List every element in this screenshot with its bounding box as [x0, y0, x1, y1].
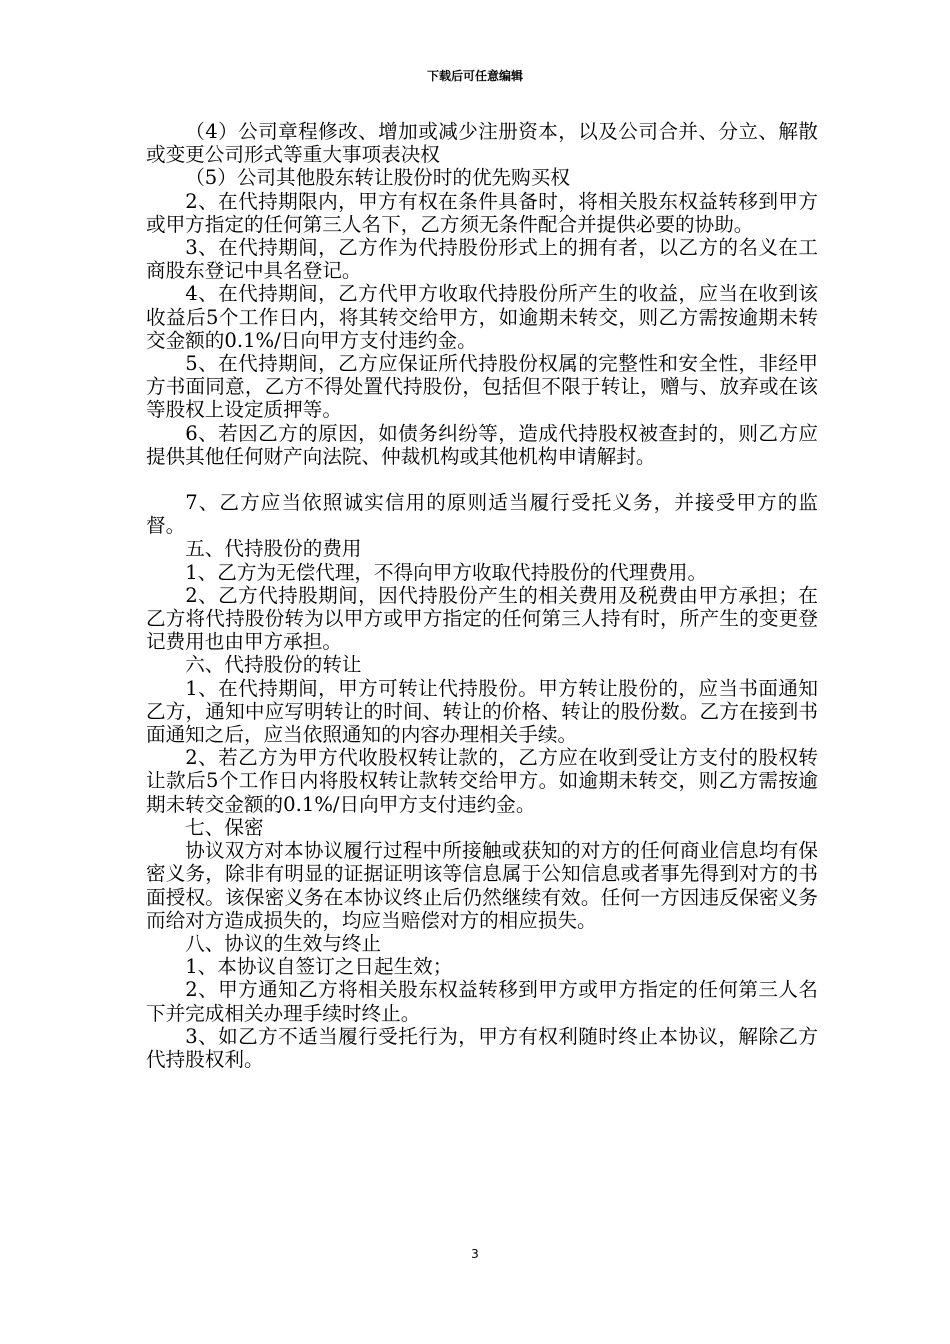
- paragraph-5-preemptive-right: （5）公司其他股东转让股份时的优先购买权: [185, 166, 570, 190]
- paragraph-fees-1: 1、乙方为无偿代理，不得向甲方收取代持股份的代理费用。: [185, 560, 708, 584]
- document-body: [146, 120, 818, 1071]
- paragraph-effect-1: 1、本协议自签订之日起生效；: [185, 955, 453, 979]
- paragraph-effect-3: 3、如乙方不适当履行受托行为，甲方有权利随时终止本协议，解除乙方代持股权利。: [146, 1024, 818, 1071]
- section-heading-effect-termination: 八、协议的生效与终止: [185, 931, 382, 955]
- paragraph-transfer-1: 1、在代持期间，甲方可转让代持股份。甲方转让股份的，应当书面通知乙方，通知中应写明转让的时间、转让的价格、转让的股份数。乙方在接到书面通知之后，应当依照通知的内容办理相关手续。: [146, 676, 818, 747]
- paragraph-4-voting-rights: （4）公司章程修改、增加或减少注册资本，以及公司合并、分立、解散或变更公司形式等重大事项表决权: [146, 120, 818, 167]
- paragraph-clause-2: 2、在代持期限内，甲方有权在条件具备时，将相关股东权益转移到甲方或甲方指定的任何第三人名下，乙方须无条件配合并提供必要的协助。: [146, 189, 818, 236]
- page-header: 下载后可任意编辑: [426, 69, 523, 83]
- paragraph-clause-3: 3、在代持期间，乙方作为代持股份形式上的拥有者，以乙方的名义在工商股东登记中具名登记。: [146, 236, 818, 283]
- page-number: 3: [471, 1247, 479, 1261]
- paragraph-clause-6: 6、若因乙方的原因，如债务纠纷等，造成代持股权被查封的，则乙方应提供其他任何财产向法院、仲裁机构或其他机构申请解封。: [146, 421, 818, 468]
- section-heading-transfer: 六、代持股份的转让: [185, 653, 362, 677]
- paragraph-clause-4: 4、在代持期间，乙方代甲方收取代持股份所产生的收益，应当在收到该收益后5个工作日内，将其转交给甲方，如逾期未转交，则乙方需按逾期未转交金额的0.1%/日向甲方支付违约金。: [146, 282, 818, 352]
- paragraph-transfer-2: 2、若乙方为甲方代收股权转让款的，乙方应在收到受让方支付的股权转让款后5个工作日内将股权转让款转交给甲方。如逾期未转交，则乙方需按逾期未转交金额的0.1%/日向甲方支付违约金。: [146, 746, 818, 816]
- paragraph-confidentiality: 协议双方对本协议履行过程中所接触或获知的对方的任何商业信息均有保密义务，除非有明显的证据证明该等信息属于公知信息或者事先得到对方的书面授权。该保密义务在本协议终止后仍然继续有效。任何一方因违反保密义务而给对方造成损失的，均应当赔偿对方的相应损失。: [146, 839, 818, 932]
- paragraph-clause-5: 5、在代持期间，乙方应保证所代持股份权属的完整性和安全性，非经甲方书面同意，乙方不得处置代持股份，包括但不限于转让，赠与、放弃或在该等股权上设定质押等。: [146, 352, 818, 422]
- paragraph-clause-7: 7、乙方应当依照诚实信用的原则适当履行受托义务，并接受甲方的监督。: [146, 491, 818, 538]
- section-heading-confidentiality: 七、保密: [185, 815, 264, 839]
- paragraph-effect-2: 2、甲方通知乙方将相关股东权益转移到甲方或甲方指定的任何第三人名下并完成相关办理手续时终止。: [146, 978, 818, 1025]
- section-heading-fees: 五、代持股份的费用: [185, 537, 362, 561]
- paragraph-fees-2: 2、乙方代持股期间，因代持股份产生的相关费用及税费由甲方承担；在乙方将代持股份转为以甲方或甲方指定的任何第三人持有时，所产生的变更登记费用也由甲方承担。: [146, 583, 818, 654]
